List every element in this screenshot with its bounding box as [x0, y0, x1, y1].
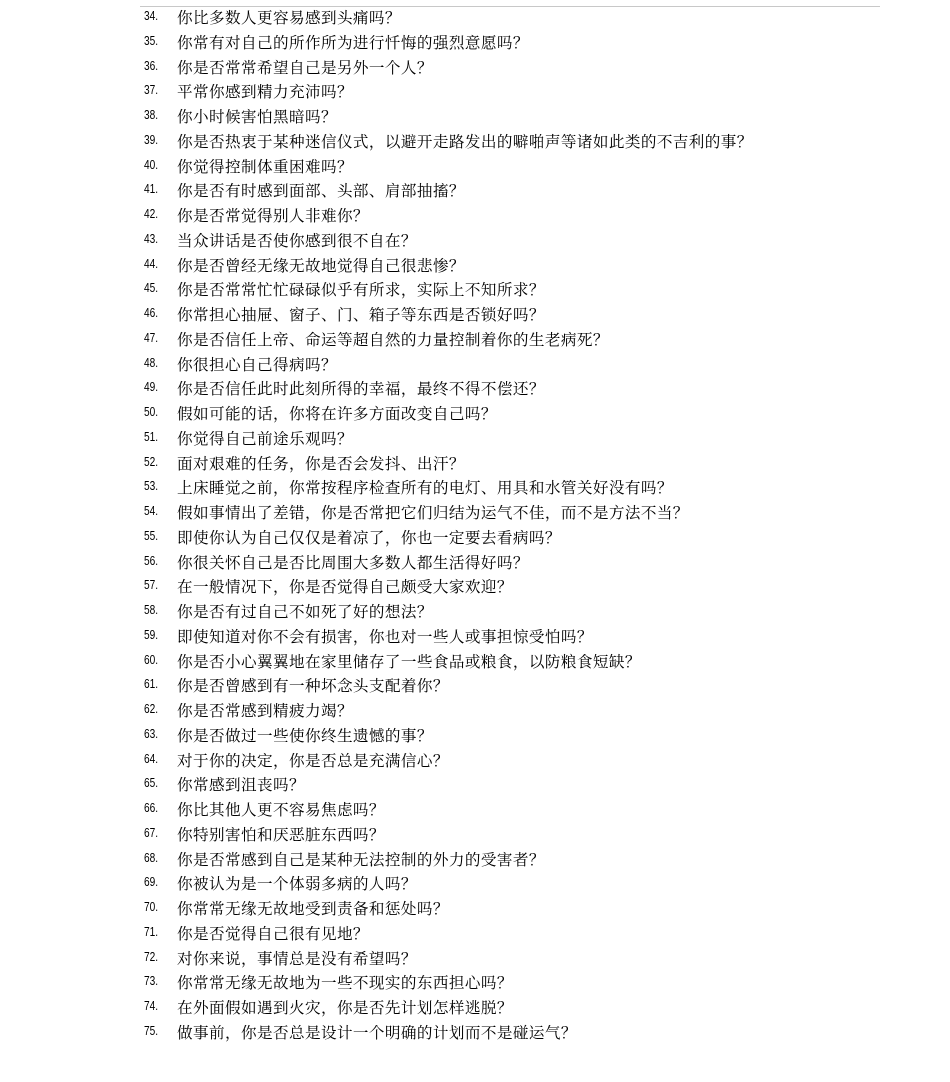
question-item [0, 179, 950, 204]
question-number: 68. [144, 849, 159, 865]
question-text: 你觉得控制体重困难吗？ [177, 157, 353, 176]
question-text: 你是否热衷于某种迷信仪式，以避开走路发出的噼啪声等诸如此类的不吉利的事？ [177, 132, 753, 151]
question-number: 66. [144, 800, 159, 815]
question-text: 你被认为是一个体弱多病的人吗？ [177, 875, 417, 894]
question-number: 48. [144, 354, 159, 370]
question-item [0, 650, 950, 675]
question-item [0, 699, 950, 724]
question-number: 58. [144, 602, 159, 617]
question-item [0, 971, 950, 996]
question-item [0, 996, 950, 1021]
question-item [0, 402, 950, 427]
question-item [0, 551, 950, 576]
question-number: 47. [144, 329, 159, 345]
question-number: 62. [144, 701, 159, 716]
question-text: 你是否常感到自己是某种无法控制的外力的受害者？ [177, 850, 545, 869]
question-text: 假如可能的话，你将在许多方面改变自己吗？ [177, 405, 497, 423]
question-number: 40. [144, 156, 159, 172]
question-item [0, 947, 950, 972]
question-number: 52. [144, 453, 159, 469]
question-text: 平常你感到精力充沛吗？ [177, 83, 353, 102]
question-number: 35. [144, 32, 159, 48]
question-item [0, 155, 950, 180]
question-item [0, 105, 950, 130]
question-number: 57. [144, 577, 159, 593]
question-number: 38. [144, 107, 159, 122]
question-text: 你是否信任上帝、命运等超自然的力量控制着你的生老病死？ [177, 330, 609, 349]
question-item [0, 526, 950, 551]
question-text: 你很关怀自己是否比周围大多数人都生活得好吗？ [177, 553, 529, 572]
question-text: 你特别害怕和厌恶脏东西吗？ [177, 825, 385, 844]
question-number: 65. [144, 775, 159, 791]
question-text: 你是否曾感到有一种坏念头支配着你？ [177, 677, 449, 696]
question-text: 你比其他人更不容易焦虑吗？ [177, 801, 385, 819]
question-item [0, 600, 950, 625]
question-number: 44. [144, 255, 159, 271]
question-number: 45. [144, 280, 159, 296]
question-text: 做事前，你是否总是设计一个明确的计划而不是碰运气？ [177, 1023, 577, 1042]
question-number: 60. [144, 651, 159, 667]
question-item [0, 476, 950, 501]
question-item [0, 80, 950, 105]
question-text: 你是否信任此时此刻所得的幸福，最终不得不偿还？ [177, 380, 545, 399]
question-text: 你是否常觉得别人非难你？ [177, 207, 369, 225]
question-text: 即使你认为自己仅仅是着凉了，你也一定要去看病吗？ [177, 528, 561, 547]
question-item [0, 575, 950, 600]
question-number: 37. [144, 82, 159, 98]
question-item [0, 625, 950, 650]
question-item [0, 848, 950, 873]
question-item [0, 798, 950, 823]
question-text: 你常感到沮丧吗？ [177, 776, 305, 795]
question-number: 41. [144, 181, 159, 197]
question-text: 对你来说，事情总是没有希望吗？ [177, 949, 417, 968]
question-number: 59. [144, 626, 159, 642]
question-text: 当众讲话是否使你感到很不自在？ [177, 231, 417, 250]
question-text: 面对艰难的任务，你是否会发抖、出汗？ [177, 454, 465, 473]
question-text: 你比多数人更容易感到头痛吗？ [177, 9, 401, 27]
question-item [0, 254, 950, 279]
question-number: 69. [144, 874, 159, 890]
question-text: 你觉得自己前途乐观吗？ [177, 429, 353, 448]
question-number: 42. [144, 206, 159, 221]
question-text: 对于你的决定，你是否总是充满信心？ [177, 751, 449, 770]
question-item [0, 501, 950, 526]
question-text: 在外面假如遇到火灾，你是否先计划怎样逃脱？ [177, 999, 513, 1017]
question-text: 你是否曾经无缘无故地觉得自己很悲惨？ [177, 256, 465, 275]
question-item [0, 56, 950, 81]
question-list [0, 6, 950, 1046]
question-number: 46. [144, 305, 159, 320]
question-item [0, 897, 950, 922]
question-number: 74. [144, 998, 159, 1013]
question-text: 即使知道对你不会有损害，你也对一些人或事担惊受怕吗？ [177, 627, 593, 646]
question-item [0, 31, 950, 56]
question-number: 56. [144, 552, 159, 568]
question-number: 75. [144, 1022, 159, 1038]
question-item [0, 872, 950, 897]
question-text: 上床睡觉之前，你常按程序检查所有的电灯、用具和水管关好没有吗？ [177, 479, 673, 498]
question-text: 你常有对自己的所作所为进行忏悔的强烈意愿吗？ [177, 33, 529, 52]
question-number: 55. [144, 527, 159, 543]
question-text: 你常常无缘无故地为一些不现实的东西担心吗？ [177, 974, 513, 993]
question-text: 你是否常感到精疲力竭？ [177, 702, 353, 720]
question-item [0, 674, 950, 699]
question-text: 你是否做过一些使你终生遗憾的事？ [177, 726, 433, 745]
question-item [0, 773, 950, 798]
question-text: 你是否常常希望自己是另外一个人？ [177, 58, 433, 77]
question-item [0, 6, 950, 31]
question-number: 36. [144, 57, 159, 73]
question-item [0, 724, 950, 749]
question-text: 你是否有过自己不如死了好的想法？ [177, 603, 433, 621]
question-number: 61. [144, 676, 159, 692]
question-text: 假如事情出了差错，你是否常把它们归结为运气不佳，而不是方法不当？ [177, 504, 689, 522]
question-item [0, 278, 950, 303]
question-number: 51. [144, 428, 159, 444]
question-item [0, 377, 950, 402]
question-number: 64. [144, 750, 159, 766]
question-number: 49. [144, 379, 159, 395]
question-number: 50. [144, 404, 159, 419]
question-item [0, 823, 950, 848]
question-item [0, 328, 950, 353]
question-item [0, 353, 950, 378]
question-item [0, 303, 950, 328]
question-number: 34. [144, 8, 159, 23]
question-text: 你是否小心翼翼地在家里储存了一些食品或粮食，以防粮食短缺？ [177, 652, 641, 671]
question-item [0, 204, 950, 229]
question-item [0, 1021, 950, 1046]
question-text: 你很担心自己得病吗？ [177, 355, 337, 374]
question-item [0, 427, 950, 452]
question-number: 73. [144, 973, 159, 989]
question-number: 63. [144, 725, 159, 741]
question-item [0, 749, 950, 774]
question-number: 70. [144, 899, 159, 914]
question-text: 你常常无缘无故地受到责备和惩处吗？ [177, 900, 449, 918]
question-text: 你是否有时感到面部、头部、肩部抽搐？ [177, 182, 465, 201]
question-number: 39. [144, 131, 159, 147]
question-item [0, 922, 950, 947]
question-number: 72. [144, 948, 159, 964]
question-text: 你常担心抽屉、窗子、门、箱子等东西是否锁好吗？ [177, 306, 545, 324]
question-number: 43. [144, 230, 159, 246]
question-text: 你小时候害怕黑暗吗？ [177, 108, 337, 126]
question-number: 71. [144, 923, 159, 939]
question-number: 53. [144, 478, 159, 494]
question-item [0, 130, 950, 155]
question-text: 在一般情况下，你是否觉得自己颇受大家欢迎？ [177, 578, 513, 597]
question-number: 67. [144, 824, 159, 840]
question-text: 你是否常常忙忙碌碌似乎有所求，实际上不知所求？ [177, 281, 545, 300]
question-item [0, 229, 950, 254]
question-text: 你是否觉得自己很有见地？ [177, 924, 369, 943]
question-item [0, 452, 950, 477]
question-number: 54. [144, 503, 159, 518]
